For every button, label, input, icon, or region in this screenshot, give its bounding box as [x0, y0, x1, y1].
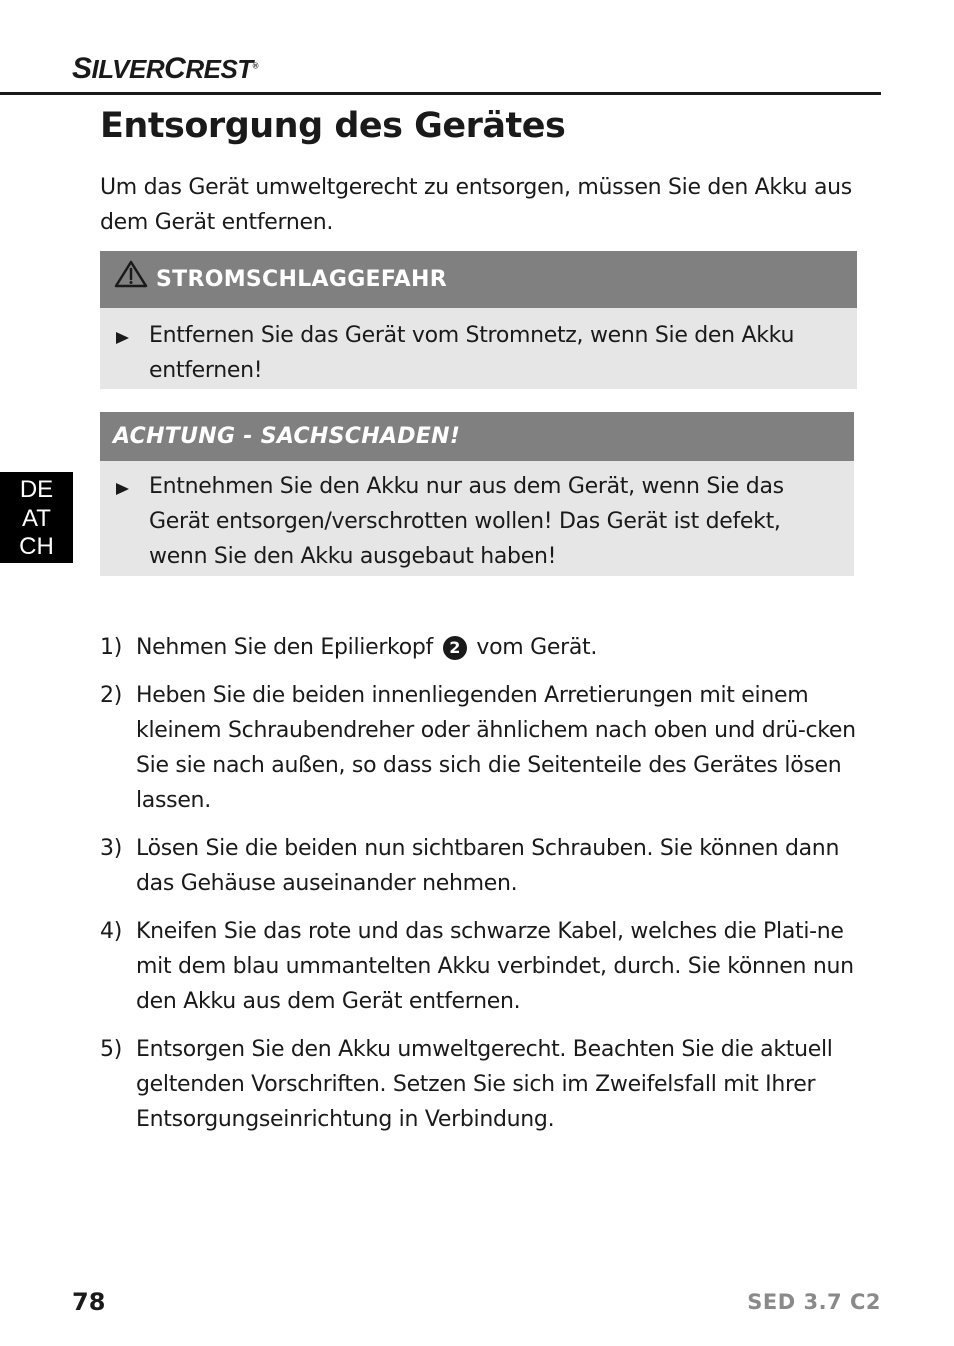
caution-box-header [100, 412, 854, 461]
registered-mark: ® [252, 61, 259, 71]
language-at: AT [22, 504, 51, 532]
caution-item-text: Entnehmen Sie den Akku nur aus dem Gerät, wenn Sie das Gerät entsorgen/verschrotten wollen! Das Gerät ist defekt, wenn Sie den Akku ausgebaut haben! [149, 474, 784, 569]
caution-box [100, 412, 854, 576]
reference-number-badge: 2 [443, 636, 467, 660]
step-text: vom Gerät. [476, 635, 598, 660]
list-item [100, 1032, 860, 1137]
warning-item-text: Entfernen Sie das Gerät vom Stromnetz, wenn Sie den Akku entfernen! [149, 323, 795, 383]
warning-heading: STROMSCHLAGGEFAHR [156, 267, 447, 292]
warning-item [100, 308, 857, 388]
silvercrest-logo [72, 52, 258, 86]
step-text: Heben Sie die beiden innenliegenden Arretierungen mit einem kleinem Schraubendreher oder ähnlichem nach oben und drü-cken Sie sie nach außen, so dass sich die Seitenteile des Gerätes lösen lassen. [136, 683, 856, 813]
step-text: Entsorgen Sie den Akku umweltgerecht. Beachten Sie die aktuell geltenden Vorschriften. Setzen Sie sich im Zweifelsfall mit Ihrer Entsorgungseinrichtung in Verbindung. [136, 1037, 833, 1132]
step-number: 4) [100, 919, 122, 944]
step-text: Kneifen Sie das rote und das schwarze Kabel, welches die Plati-ne mit dem blau ummantelten Akku verbindet, durch. Sie können nun den Akku aus dem Gerät entfernen. [136, 919, 854, 1014]
list-item [100, 630, 860, 665]
caution-heading: ACHTUNG - SACHSCHADEN! [113, 424, 461, 449]
intro-paragraph: Um das Gerät umweltgerecht zu entsorgen, müssen Sie den Akku aus dem Gerät entfernen. [100, 175, 852, 235]
language-de: DE [19, 476, 54, 503]
list-item [100, 914, 860, 1019]
warning-triangle-icon [114, 260, 148, 294]
step-number: 2) [100, 683, 122, 708]
step-number: 1) [100, 635, 122, 660]
language-ch: CH [19, 533, 54, 560]
language-tab [0, 472, 73, 563]
step-list [100, 630, 860, 1150]
page-number: 78 [72, 1288, 106, 1316]
warning-box [100, 251, 857, 389]
list-item [100, 831, 860, 901]
step-text: Nehmen Sie den Epilierkopf [136, 635, 433, 660]
step-number: 5) [100, 1037, 122, 1062]
arrow-bullet-icon [116, 332, 129, 344]
step-text: Lösen Sie die beiden nun sichtbaren Schrauben. Sie können dann das Gehäuse auseinander nehmen. [136, 836, 840, 896]
warning-box-header [100, 251, 857, 308]
model-number: SED 3.7 C2 [747, 1290, 881, 1314]
arrow-bullet-icon [116, 483, 129, 495]
logo-letter: C [164, 52, 186, 85]
logo-text: REST [185, 54, 253, 84]
caution-item [100, 461, 854, 574]
logo-letter: S [72, 52, 92, 85]
step-number: 3) [100, 836, 122, 861]
page-title: Entsorgung des Gerätes [100, 106, 566, 146]
list-item [100, 678, 860, 818]
header-rule [0, 92, 881, 95]
logo-text: ILVER [91, 54, 165, 84]
